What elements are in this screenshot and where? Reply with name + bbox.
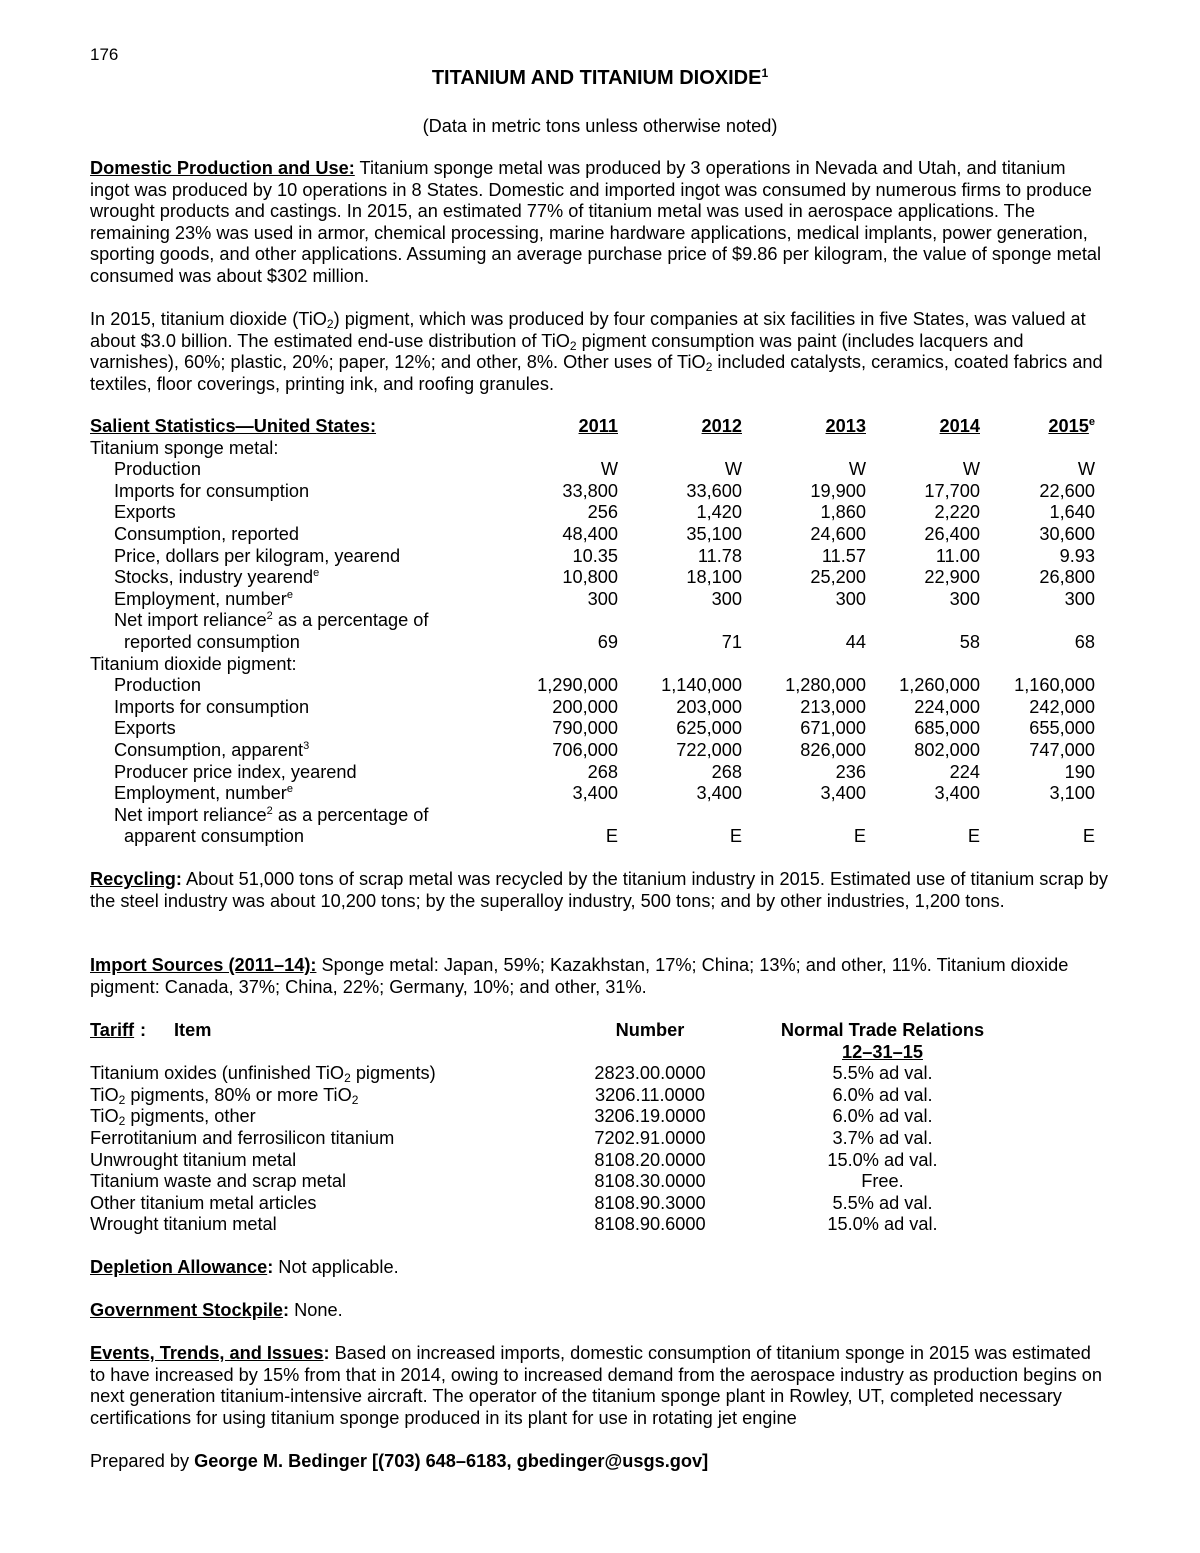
table-cell: 10.35 <box>572 545 618 566</box>
group-label-pigment: Titanium dioxide pigment: <box>90 653 297 674</box>
depletion-heading: Depletion Allowance <box>90 1257 268 1277</box>
table-cell: 213,000 <box>800 696 866 717</box>
table-cell: W <box>724 459 742 480</box>
import-sources-section: Import Sources (2011–14): Sponge metal: Japan, 59%; Kazakhstan, 17%; China; 13%; and other, 11%. Titanium dioxide pigment: Canada, 37%; China, 22%; Germany, 10%; and other, 31%. <box>90 955 1069 997</box>
row-label: Production <box>114 459 201 480</box>
table-row: reported consumption 69 71 44 58 68 <box>124 631 1095 652</box>
tariff-row <box>90 1150 1100 1172</box>
table-cell: 1,290,000 <box>537 675 618 696</box>
tariff-number: 8108.90.3000 <box>594 1192 706 1213</box>
table-row <box>90 502 1100 524</box>
table-cell: 33,800 <box>562 480 618 501</box>
tariff-number: 3206.11.0000 <box>595 1084 705 1105</box>
year-header: 2014 <box>939 416 980 436</box>
table-cell: 35,100 <box>686 523 742 544</box>
table-row <box>90 697 1100 719</box>
tariff-row <box>90 1128 1100 1150</box>
salient-statistics-table <box>90 416 1100 848</box>
tariff-item: Other titanium metal articles <box>90 1192 317 1213</box>
units-note: (Data in metric tons unless otherwise noted) <box>422 116 778 136</box>
prepared-by: Prepared by George M. Bedinger [(703) 648–6183, gbedinger@usgs.gov] <box>90 1451 709 1471</box>
tariff-row <box>90 1106 1100 1128</box>
row-label: Employment, number$^e$ <box>114 588 293 609</box>
row-label: Consumption, apparent$^3$ <box>114 739 310 760</box>
table-cell: 625,000 <box>676 718 742 739</box>
table-cell: W <box>962 459 980 480</box>
row-label: Imports for consumption <box>114 696 310 717</box>
table-cell: 18,100 <box>686 567 742 588</box>
tariff-table <box>90 1020 1100 1236</box>
table-cell: 1,640 <box>1049 502 1095 523</box>
tariff-rate: 3.7% ad val. <box>832 1127 933 1148</box>
table-cell: 1,280,000 <box>785 675 866 696</box>
table-cell: 9.93 <box>1059 545 1095 566</box>
salient-header-row <box>90 416 1100 438</box>
table-cell: 33,600 <box>686 480 742 501</box>
table-cell: 790,000 <box>552 718 618 739</box>
table-row <box>90 783 1100 805</box>
table-cell: 268 <box>711 761 742 782</box>
tariff-rate: 5.5% ad val. <box>832 1192 933 1213</box>
table-cell: 242,000 <box>1029 696 1095 717</box>
tariff-row <box>90 1085 1100 1107</box>
row-label: Consumption, reported <box>114 523 300 544</box>
table-cell: 48,400 <box>562 523 618 544</box>
table-row <box>90 762 1100 784</box>
row-label: Imports for consumption <box>114 480 310 501</box>
row-label: Stocks, industry yearend$^e$ <box>114 567 320 588</box>
tariff-number: 7202.91.0000 <box>594 1127 706 1148</box>
table-cell: 300 <box>835 588 866 609</box>
table-cell: 19,900 <box>810 480 866 501</box>
tariff-item: TiO$_2$ pigments, 80% or more TiO$_2$ <box>90 1084 359 1107</box>
page-number: 176 <box>90 45 119 64</box>
table-cell: 268 <box>587 761 618 782</box>
title-footnote-mark: 1 <box>761 66 769 80</box>
table-cell: 3,400 <box>820 783 866 804</box>
tariff-row <box>90 1214 1100 1236</box>
tariff-rate: 5.5% ad val. <box>832 1063 933 1084</box>
table-cell: 1,420 <box>696 502 742 523</box>
table-cell: 1,160,000 <box>1014 675 1095 696</box>
tio2-use-section: In 2015, titanium dioxide (TiO$_2$) pigment, which was produced by four companies at six facilities in five States, was valued at about $3.0 billion. The estimated end-use distribution of TiO$_2$ pigment consumption was paint (includes lacquers and varnishes), 60%; plastic, 20%; paper, 12%; and other, 8%. Other uses of TiO$_2$ included catalysts, ceramics, coated fabrics and textiles, floor coverings, printing ink, and roofing granules. <box>90 309 1103 394</box>
tariff-number: 8108.30.0000 <box>594 1171 706 1192</box>
table-cell: 3,100 <box>1049 783 1095 804</box>
table-cell: 24,600 <box>810 523 866 544</box>
table-cell: 203,000 <box>676 696 742 717</box>
table-row: Net import reliance$^2$ as a percentage of <box>114 610 429 631</box>
tariff-row <box>90 1193 1100 1215</box>
table-cell: 747,000 <box>1029 739 1095 760</box>
table-cell: 3,400 <box>696 783 742 804</box>
table-cell: 300 <box>1064 588 1095 609</box>
tariff-number: 8108.20.0000 <box>594 1149 706 1170</box>
table-cell: 11.78 <box>697 545 742 566</box>
tariff-date-row: 12–31–15 <box>842 1041 923 1062</box>
table-cell: 22,900 <box>924 567 980 588</box>
events-heading: Events, Trends, and Issues <box>90 1343 324 1363</box>
table-cell: 3,400 <box>572 783 618 804</box>
table-row <box>90 481 1100 503</box>
table-cell: 30,600 <box>1039 523 1095 544</box>
depletion-section: Depletion Allowance: Not applicable. <box>90 1257 399 1277</box>
group-label-sponge: Titanium sponge metal: <box>90 437 279 458</box>
table-cell: 685,000 <box>914 718 980 739</box>
tariff-rate: 15.0% ad val. <box>827 1214 938 1235</box>
table-row <box>90 524 1100 546</box>
tariff-item: Unwrought titanium metal <box>90 1149 297 1170</box>
table-row <box>90 718 1100 740</box>
stockpile-heading: Government Stockpile <box>90 1300 284 1320</box>
tariff-number: 8108.90.6000 <box>594 1214 706 1235</box>
table-cell: 17,700 <box>924 480 980 501</box>
events-section: Events, Trends, and Issues: Based on increased imports, domestic consumption of titanium sponge in 2015 was estimated to have increased by 15% from that in 2014, owing to increased demand from the aerospace industry as production begins on next generation titanium-intensive aircraft. The operator of the titanium sponge plant in Rowley, UT, completed necessary certifications for using titanium sponge produced in its plant for use in rotating jet engine <box>90 1343 1103 1428</box>
import-sources-heading: Import Sources (2011–14): <box>90 955 317 975</box>
row-label: Exports <box>114 718 176 739</box>
table-cell: 3,400 <box>934 783 980 804</box>
table-row: apparent consumption E E E E E <box>124 826 1095 847</box>
table-cell: 300 <box>587 588 618 609</box>
page-title: TITANIUM AND TITANIUM DIOXIDE$^1$ <box>431 66 769 89</box>
recycling-heading: Recycling <box>90 869 176 889</box>
year-header: 2013 <box>825 416 866 436</box>
year-header: 2011 <box>578 416 618 436</box>
table-row <box>90 740 1100 762</box>
table-cell: 300 <box>711 588 742 609</box>
tariff-row <box>90 1171 1100 1193</box>
row-label: Price, dollars per kilogram, yearend <box>114 545 401 566</box>
row-label: Producer price index, yearend <box>114 761 357 782</box>
table-cell: 200,000 <box>552 696 618 717</box>
table-row <box>90 567 1100 589</box>
tariff-rate: Free. <box>861 1171 904 1192</box>
tariff-item: Titanium waste and scrap metal <box>90 1171 347 1192</box>
tariff-item: Titanium oxides (unfinished TiO$_2$ pigments) <box>90 1063 436 1086</box>
tariff-heading: Tariff <box>90 1020 135 1040</box>
tariff-row <box>90 1063 1100 1085</box>
table-cell: 256 <box>587 502 618 523</box>
table-row <box>90 675 1100 697</box>
tariff-item: TiO$_2$ pigments, other <box>90 1106 256 1129</box>
tariff-number: 2823.00.0000 <box>594 1063 706 1084</box>
table-cell: 26,800 <box>1039 567 1095 588</box>
table-cell: 22,600 <box>1039 480 1095 501</box>
table-cell: 826,000 <box>800 739 866 760</box>
table-cell: 2,220 <box>934 502 980 523</box>
table-cell: 671,000 <box>800 718 866 739</box>
salient-heading: Salient Statistics—United States: <box>90 416 377 436</box>
stockpile-section: Government Stockpile: None. <box>90 1300 343 1320</box>
row-label: Production <box>114 675 201 696</box>
domestic-production-heading: Domestic Production and Use: <box>90 158 355 178</box>
table-cell: 722,000 <box>676 739 742 760</box>
tariff-item: Ferrotitanium and ferrosilicon titanium <box>90 1127 395 1148</box>
tariff-rate: 6.0% ad val. <box>832 1106 933 1127</box>
table-cell: 1,260,000 <box>899 675 980 696</box>
tariff-item: Wrought titanium metal <box>90 1214 277 1235</box>
tariff-rate: 15.0% ad val. <box>827 1149 938 1170</box>
row-label: Employment, number$^e$ <box>114 783 293 804</box>
table-cell: 300 <box>949 588 980 609</box>
author-contact: George M. Bedinger [(703) 648–6183, gbedinger@usgs.gov] <box>194 1451 709 1471</box>
domestic-production-section <box>90 158 1110 287</box>
table-row <box>90 546 1100 568</box>
table-cell: 236 <box>835 761 866 782</box>
table-cell: 25,200 <box>810 567 866 588</box>
table-cell: W <box>600 459 618 480</box>
table-cell: 10,800 <box>562 567 618 588</box>
table-cell: 655,000 <box>1029 718 1095 739</box>
row-label: Exports <box>114 502 176 523</box>
table-cell: 224 <box>949 761 980 782</box>
table-cell: 1,140,000 <box>661 675 742 696</box>
table-cell: W <box>848 459 866 480</box>
table-cell: 802,000 <box>914 739 980 760</box>
table-cell: 190 <box>1064 761 1095 782</box>
table-row <box>90 589 1100 611</box>
year-header: 2015e <box>1048 416 1095 436</box>
tariff-number: 3206.19.0000 <box>594 1106 706 1127</box>
table-row: Net import reliance$^2$ as a percentage of <box>114 804 429 825</box>
tariff-header-row: Tariff : Item Number Normal Trade Relations <box>90 1020 985 1040</box>
table-cell: 706,000 <box>552 739 618 760</box>
table-cell: 11.57 <box>821 545 866 566</box>
table-cell: 26,400 <box>924 523 980 544</box>
table-row <box>90 459 1100 481</box>
table-cell: W <box>1077 459 1095 480</box>
table-cell: 1,860 <box>820 502 866 523</box>
domestic-production-text: Titanium sponge metal was produced by 3 operations in Nevada and Utah, and titanium ingot was produced by 10 operations in 8 States. Domestic and imported ingot was consumed by numerous firms to produce wrought products and castings. In 2015, an estimated 77% of titanium metal was used in aerospace applications. The remaining 23% was used in armor, chemical processing, marine hardware applications, medical implants, power generation, sporting goods, and other applications. Assuming an average purchase price of $9.86 per kilogram, the value of sponge metal consumed was about $302 million. <box>90 158 1102 286</box>
year-header: 2012 <box>701 416 742 436</box>
table-cell: 11.00 <box>935 545 980 566</box>
table-cell: 224,000 <box>914 696 980 717</box>
tariff-rate: 6.0% ad val. <box>832 1084 933 1105</box>
recycling-section: Recycling: About 51,000 tons of scrap metal was recycled by the titanium industry in 2015. Estimated use of titanium scrap by the steel industry was about 10,200 tons; by the superalloy industry, 500 tons; and by other industries, 1,200 tons. <box>90 869 1109 911</box>
